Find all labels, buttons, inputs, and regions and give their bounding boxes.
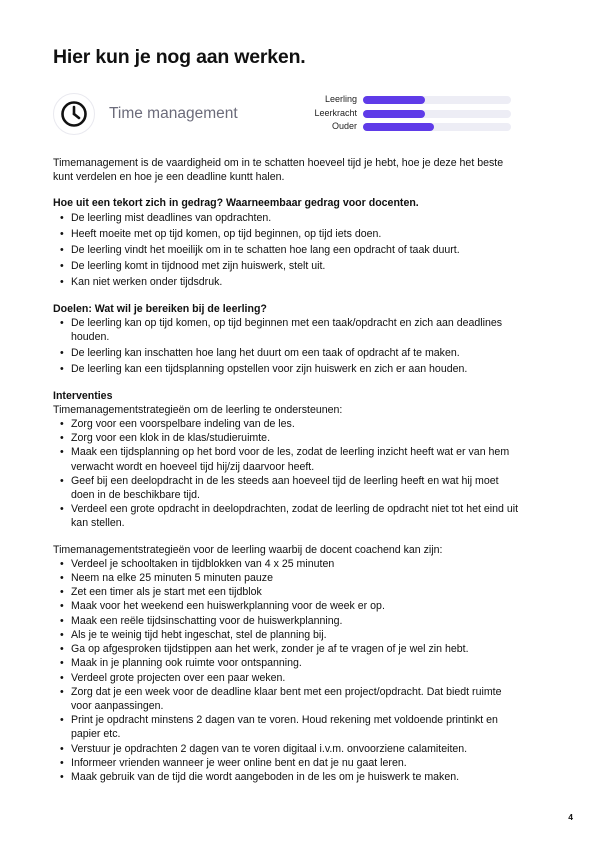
goals-heading: Doelen: Wat wil je bereiken bij de leerling? [53, 302, 267, 315]
page-number: 4 [568, 812, 573, 822]
list-item: • Maak een reële tijdsinschatting voor de huiswerkplanning. [53, 614, 523, 628]
rating-bar-track [363, 123, 511, 131]
rating-bar-track [363, 110, 511, 118]
list-item: • Als je te weinig tijd hebt ingeschat, stel de planning bij. [53, 628, 523, 642]
list-item: • Geef bij een deelopdracht in de les steeds aan hoeveel tijd de leerling heeft en wat hij moet doen in de beschikbare tijd. [53, 474, 523, 502]
list-item: • Zorg voor een voorspelbare indeling van de les. [53, 417, 523, 431]
list-item: • De leerling vindt het moeilijk om in te schatten hoe lang een opdracht of taak duurt. [53, 243, 523, 257]
behavior-heading: Hoe uit een tekort zich in gedrag? Waarneembaar gedrag voor docenten. [53, 197, 419, 210]
list-item: • Ga op afgesproken tijdstippen aan het werk, zonder je af te vragen of je wel zin hebt. [53, 642, 523, 656]
rating-bar-track [363, 96, 511, 104]
intro-text: Timemanagement is de vaardigheid om in te schatten hoeveel tijd je hebt, hoe je deze het beste kunt verdelen en hoe je een deadline kuntt halen. [53, 157, 504, 184]
rating-bars [283, 93, 563, 134]
interventions-heading: Interventies [53, 389, 113, 402]
list-item: • Zet een timer als je start met een tijdblok [53, 585, 523, 599]
list-item: • Maak gebruik van de tijd die wordt aangeboden in de les om je huiswerk te maken. [53, 770, 523, 784]
rating-label: Leerkracht [314, 107, 357, 118]
clock-icon [53, 93, 95, 135]
rating-label: Ouder [331, 121, 357, 131]
behavior-list [53, 211, 523, 290]
list-item: • Zorg dat je een week voor de deadline klaar bent met een project/opdracht. Dat biedt ruimte voor aanpassingen. [53, 685, 523, 713]
list-item: • Maak een tijdsplanning op het bord voor de les, zodat de leerling inzicht heeft wat er van hem verwacht wordt en hoeveel tijd hij/zij daarvoor heeft. [53, 445, 523, 473]
rating-row [283, 120, 563, 134]
list-item: • Verdeel je schooltaken in tijdblokken van 4 x 25 minuten [53, 557, 523, 571]
rating-label: Leerling [324, 94, 357, 104]
interventions-intro: Timemanagementstrategieën om de leerling te ondersteunen: [53, 403, 343, 416]
interventions-list [53, 417, 523, 531]
list-item: • Heeft moeite met op tijd komen, op tijd beginnen, op tijd iets doen. [53, 227, 523, 241]
list-item: • Maak in je planning ook ruimte voor ontspanning. [53, 656, 523, 670]
rating-bar-fill [363, 96, 425, 104]
skill-name: Time management [109, 105, 238, 122]
goals-list [53, 316, 523, 377]
list-item: • Verstuur je opdrachten 2 dagen van te voren digitaal i.v.m. onvoorziene calamiteiten. [53, 742, 523, 756]
list-item: • Zorg voor een klok in de klas/studieruimte. [53, 431, 523, 445]
list-item: • De leerling kan een tijdsplanning opstellen voor zijn huiswerk en zich er aan houden. [53, 362, 523, 376]
rating-row [283, 107, 563, 121]
list-item: • De leerling komt in tijdnood met zijn huiswerk, stelt uit. [53, 259, 523, 273]
list-item: • De leerling kan inschatten hoe lang het duurt om een taak of opdracht af te maken. [53, 346, 523, 360]
list-item: • De leerling mist deadlines van opdrachten. [53, 211, 523, 225]
list-item: • Kan niet werken onder tijdsdruk. [53, 275, 523, 289]
list-item: • Maak voor het weekend een huiswerkplanning voor de week er op. [53, 599, 523, 613]
list-item: • Verdeel grote projecten over een paar weken. [53, 671, 523, 685]
coaching-intro: Timemanagementstrategieën voor de leerling waarbij de docent coachend kan zijn: [53, 543, 443, 556]
list-item: • De leerling kan op tijd komen, op tijd beginnen met een taak/opdracht en zich aan deadlines houden. [53, 316, 523, 344]
list-item: • Informeer vrienden wanneer je weer online bent en dat je nu gaat leren. [53, 756, 523, 770]
list-item: • Print je opdracht minstens 2 dagen van te voren. Houd rekening met voldoende printinkt en papier etc. [53, 713, 523, 741]
list-item: • Verdeel een grote opdracht in deelopdrachten, zodat de leerling de opdracht niet tot het eind uit kan stellen. [53, 502, 523, 530]
skill-header [53, 90, 523, 140]
list-item: • Neem na elke 25 minuten 5 minuten pauze [53, 571, 523, 585]
rating-row [283, 93, 563, 107]
rating-bar-fill [363, 110, 425, 118]
rating-bar-fill [363, 123, 434, 131]
coaching-list [53, 557, 523, 784]
document-body [53, 156, 523, 784]
page-title: Hier kun je nog aan werken. [53, 46, 306, 68]
